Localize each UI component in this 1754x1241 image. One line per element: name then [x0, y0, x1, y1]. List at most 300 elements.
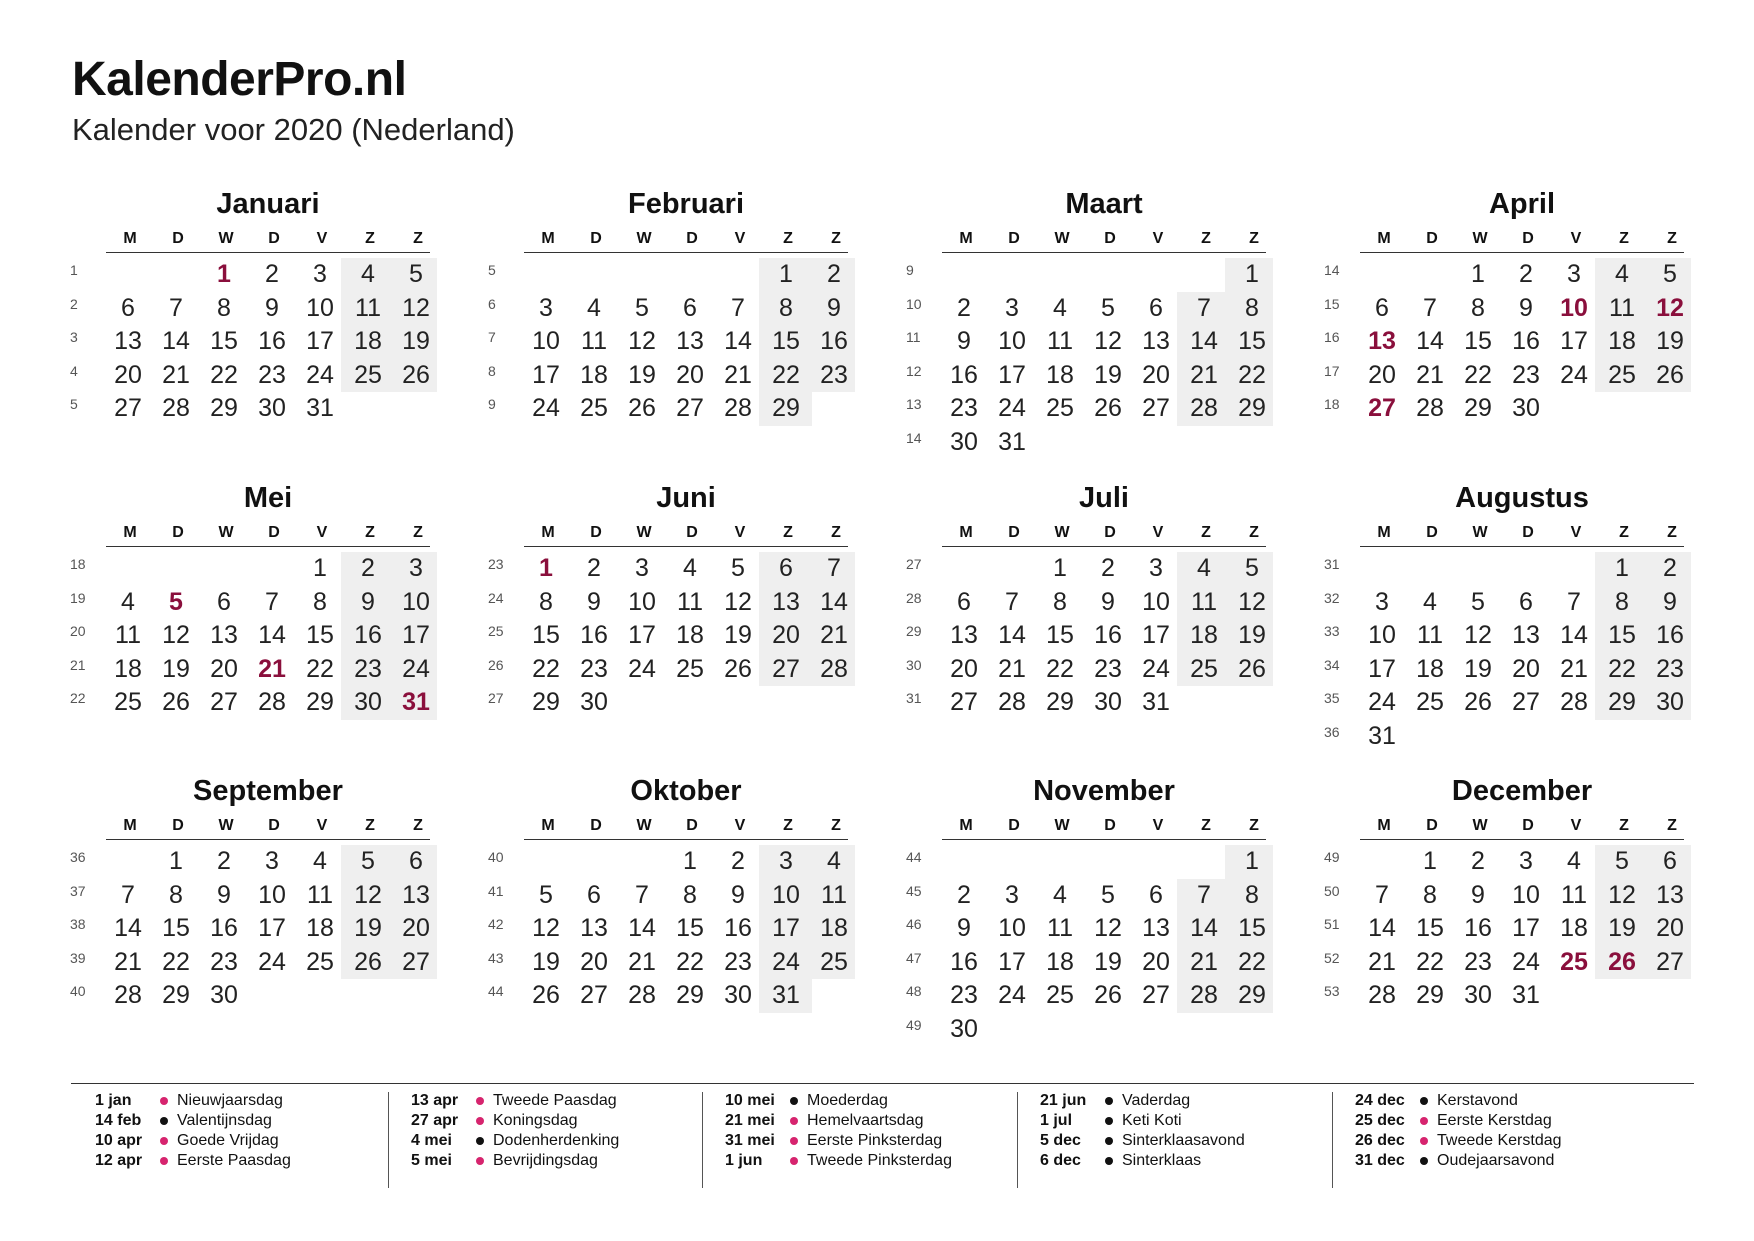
weekday-header: Z	[413, 817, 423, 834]
day-cell: 3	[539, 293, 553, 322]
day-cell: 23	[1464, 947, 1492, 976]
holiday-dot-icon	[476, 1117, 484, 1125]
day-cell: 21	[1190, 947, 1218, 976]
day-cell: 25	[676, 654, 704, 683]
month-name: Juni	[656, 482, 716, 514]
week-number: 25	[488, 623, 504, 640]
day-cell: 14	[998, 621, 1026, 650]
weekday-header: D	[1426, 230, 1438, 247]
day-cell: 2	[1101, 554, 1115, 582]
day-cell: 4	[1053, 880, 1067, 909]
day-cell: 4	[1615, 260, 1629, 288]
day-cell: 7	[1375, 880, 1389, 909]
week-number: 17	[1324, 362, 1340, 379]
weekday-header: Z	[365, 817, 375, 834]
legend-label: Koningsdag	[493, 1112, 578, 1129]
week-number: 27	[906, 556, 922, 572]
week-number: 38	[70, 916, 86, 933]
day-cell: 3	[1375, 587, 1389, 616]
day-cell: 5	[409, 260, 423, 288]
day-cell: 28	[1190, 394, 1218, 423]
day-cell: 2	[957, 880, 971, 909]
day-cell: 29	[1416, 981, 1444, 1010]
day-cell: 22	[1046, 654, 1074, 683]
day-cell: 26	[1094, 394, 1122, 423]
day-cell: 10	[1368, 621, 1396, 650]
legend-label: Dodenherdenking	[493, 1132, 620, 1149]
weekday-header: W	[1472, 524, 1488, 541]
day-cell: 2	[1663, 554, 1677, 582]
week-number: 18	[70, 556, 86, 572]
weekday-header: Z	[783, 524, 793, 541]
day-cell: 10	[1512, 880, 1540, 909]
day-cell: 12	[1094, 327, 1122, 356]
day-cell: 6	[587, 880, 601, 909]
weekday-header: D	[172, 230, 184, 247]
week-number: 13	[906, 396, 922, 413]
day-cell: 18	[1608, 327, 1636, 356]
day-cell: 22	[676, 947, 704, 976]
day-cell: 10	[306, 293, 334, 322]
legend-label: Nieuwjaarsdag	[177, 1092, 283, 1109]
day-cell: 25	[580, 394, 608, 423]
day-cell: 16	[580, 621, 608, 650]
day-cell: 15	[532, 621, 560, 650]
day-cell: 28	[1560, 688, 1588, 717]
day-cell: 9	[1519, 293, 1533, 322]
day-cell: 24	[998, 981, 1026, 1010]
weekday-header: Z	[783, 817, 793, 834]
day-cell: 16	[210, 914, 238, 943]
weekday-header: V	[1152, 524, 1164, 541]
day-cell: 10	[532, 327, 560, 356]
legend-label: Vaderdag	[1122, 1092, 1191, 1109]
day-cell: 25	[1416, 688, 1444, 717]
legend-date: 21 mei	[725, 1112, 775, 1129]
week-number: 46	[906, 916, 922, 933]
week-number: 22	[70, 690, 86, 707]
weekday-header-row	[1360, 817, 1684, 840]
day-cell: 17	[258, 914, 286, 943]
weekday-header: Z	[1667, 524, 1677, 541]
legend-date: 31 dec	[1355, 1152, 1405, 1169]
holiday-dot-icon	[790, 1157, 798, 1165]
day-cell: 27	[1512, 688, 1540, 717]
day-cell: 1	[1053, 554, 1067, 582]
day-cell: 15	[772, 327, 800, 356]
day-cell: 19	[1094, 360, 1122, 389]
day-cell: 28	[1190, 981, 1218, 1010]
day-cell: 18	[1046, 947, 1074, 976]
week-number: 15	[1324, 295, 1340, 312]
day-cell: 4	[1053, 293, 1067, 322]
week-number: 45	[906, 882, 922, 899]
month-name: April	[1488, 188, 1556, 220]
legend-date: 1 jul	[1040, 1112, 1073, 1129]
day-cell: 14	[1190, 914, 1218, 943]
day-cell: 2	[957, 293, 971, 322]
day-cell: 13	[114, 327, 142, 356]
day-cell: 10	[998, 327, 1026, 356]
day-cell: 13	[210, 621, 238, 650]
weekday-header: V	[1152, 230, 1164, 247]
day-cell: 1	[169, 847, 183, 875]
day-cell: 11	[1047, 327, 1073, 356]
day-cell: 20	[1656, 914, 1684, 943]
day-cell: 2	[827, 260, 841, 288]
month-name: Oktober	[630, 775, 742, 807]
day-cell: 20	[1142, 360, 1170, 389]
weekday-header: D	[686, 817, 698, 834]
day-cell: 13	[950, 621, 978, 650]
day-cell: 22	[1416, 947, 1444, 976]
day-cell: 20	[1512, 654, 1540, 683]
day-cell: 16	[1464, 914, 1492, 943]
day-cell-holiday: 12	[1656, 293, 1684, 322]
weekday-header: M	[123, 817, 137, 834]
week-number: 26	[488, 656, 504, 673]
day-cell: 30	[258, 394, 286, 423]
day-cell: 17	[306, 327, 334, 356]
day-cell: 29	[532, 688, 560, 717]
week-number: 34	[1324, 656, 1340, 673]
week-number: 36	[1324, 724, 1340, 740]
day-cell: 25	[820, 947, 848, 976]
legend-date: 1 jan	[95, 1092, 132, 1109]
day-cell: 24	[772, 947, 800, 976]
day-cell: 27	[210, 688, 238, 717]
weekday-header: W	[1472, 230, 1488, 247]
weekday-header: Z	[783, 230, 793, 247]
legend-column	[1332, 1092, 1562, 1188]
day-cell: 30	[210, 981, 238, 1010]
day-cell: 7	[635, 880, 649, 909]
day-cell: 26	[724, 654, 752, 683]
weekday-header: V	[316, 817, 328, 834]
legend-divider	[71, 1083, 1694, 1084]
day-cell: 20	[676, 360, 704, 389]
day-cell: 9	[1101, 587, 1115, 616]
month-name: December	[1451, 775, 1593, 807]
legend-label: Bevrijdingsdag	[493, 1152, 598, 1169]
legend-column	[388, 1092, 620, 1188]
week-number: 4	[70, 362, 78, 379]
day-cell: 29	[1464, 394, 1492, 423]
day-cell: 2	[1519, 260, 1533, 288]
day-cell: 14	[162, 327, 190, 356]
day-cell: 21	[724, 360, 752, 389]
week-number: 2	[70, 295, 78, 312]
weekday-header: Z	[413, 230, 423, 247]
weekday-header: V	[316, 524, 328, 541]
week-number: 10	[906, 295, 922, 312]
day-cell: 26	[354, 947, 382, 976]
day-cell: 21	[1416, 360, 1444, 389]
weekday-header: M	[541, 230, 555, 247]
weekday-header: V	[734, 817, 746, 834]
day-cell: 1	[1615, 554, 1629, 582]
day-cell: 23	[258, 360, 286, 389]
day-cell: 4	[683, 554, 697, 582]
day-cell: 27	[950, 688, 978, 717]
day-cell: 6	[217, 587, 231, 616]
day-cell-holiday: 13	[1368, 327, 1396, 356]
day-cell: 16	[1512, 327, 1540, 356]
day-cell: 6	[957, 587, 971, 616]
holiday-dot-icon	[476, 1097, 484, 1105]
day-cell: 12	[354, 880, 382, 909]
weekday-header: Z	[1619, 817, 1629, 834]
day-cell: 29	[210, 394, 238, 423]
day-cell: 15	[306, 621, 334, 650]
observance-dot-icon	[1105, 1137, 1113, 1145]
day-cell: 30	[580, 688, 608, 717]
day-cell: 4	[587, 293, 601, 322]
day-cell: 30	[1464, 981, 1492, 1010]
day-cell: 18	[580, 360, 608, 389]
week-number: 14	[1324, 262, 1340, 278]
month-name: Juli	[1079, 482, 1129, 514]
week-number: 32	[1324, 589, 1340, 606]
day-cell: 8	[1471, 293, 1485, 322]
weekday-header: Z	[365, 230, 375, 247]
day-cell: 4	[827, 847, 841, 875]
day-cell: 26	[532, 981, 560, 1010]
weekday-header: W	[218, 817, 234, 834]
day-cell: 24	[258, 947, 286, 976]
legend-label: Tweede Pinksterdag	[807, 1152, 952, 1169]
observance-dot-icon	[790, 1097, 798, 1105]
day-cell: 17	[402, 621, 430, 650]
legend-date: 14 feb	[95, 1112, 142, 1129]
day-cell: 26	[1094, 981, 1122, 1010]
weekday-header: M	[123, 230, 137, 247]
day-cell: 15	[1608, 621, 1636, 650]
weekday-header: Z	[365, 524, 375, 541]
day-cell: 26	[1238, 654, 1266, 683]
weekday-header: W	[1472, 817, 1488, 834]
weekday-header: V	[1570, 230, 1582, 247]
day-cell: 13	[676, 327, 704, 356]
day-cell: 27	[1142, 394, 1170, 423]
day-cell: 2	[1471, 847, 1485, 875]
week-number: 9	[906, 262, 914, 278]
legend-label: Keti Koti	[1122, 1112, 1182, 1129]
day-cell: 8	[683, 880, 697, 909]
day-cell: 20	[402, 914, 430, 943]
weekday-header: V	[1152, 817, 1164, 834]
day-cell: 16	[724, 914, 752, 943]
day-cell: 12	[724, 587, 752, 616]
day-cell: 11	[115, 621, 141, 650]
week-number: 53	[1324, 983, 1340, 1000]
day-cell: 27	[1656, 947, 1684, 976]
week-number: 42	[488, 916, 504, 933]
day-cell: 9	[217, 880, 231, 909]
week-number: 11	[906, 329, 921, 346]
day-cell: 27	[114, 394, 142, 423]
week-number: 39	[70, 949, 86, 966]
day-cell: 8	[539, 587, 553, 616]
holiday-dot-icon	[1420, 1117, 1428, 1125]
weekday-header-row	[942, 817, 1266, 840]
week-number: 35	[1324, 690, 1340, 707]
day-cell-holiday: 21	[258, 654, 286, 683]
month-name: Februari	[627, 188, 745, 220]
day-cell: 17	[772, 914, 800, 943]
day-cell: 19	[162, 654, 190, 683]
day-cell: 3	[1005, 880, 1019, 909]
weekday-header: D	[1104, 524, 1116, 541]
day-cell: 15	[1238, 327, 1266, 356]
day-cell: 19	[628, 360, 656, 389]
weekday-header: W	[218, 230, 234, 247]
day-cell-holiday: 1	[539, 554, 553, 582]
month-name: Augustus	[1455, 482, 1589, 514]
day-cell: 11	[355, 293, 381, 322]
day-cell: 14	[1416, 327, 1444, 356]
legend-date: 5 dec	[1040, 1132, 1081, 1149]
day-cell: 22	[1238, 947, 1266, 976]
weekday-header: W	[218, 524, 234, 541]
day-cell: 16	[950, 947, 978, 976]
day-cell: 20	[210, 654, 238, 683]
legend-label: Eerste Pinksterdag	[807, 1132, 943, 1149]
weekday-header: V	[1570, 524, 1582, 541]
day-cell: 22	[532, 654, 560, 683]
legend-label: Hemelvaartsdag	[807, 1112, 924, 1129]
day-cell: 9	[361, 587, 375, 616]
day-cell: 17	[628, 621, 656, 650]
day-cell: 29	[1046, 688, 1074, 717]
weekday-header: D	[1522, 230, 1534, 247]
legend-date: 10 mei	[725, 1092, 775, 1109]
day-cell: 8	[1245, 880, 1259, 909]
day-cell: 9	[587, 587, 601, 616]
week-number: 49	[1324, 849, 1340, 865]
day-cell: 12	[1608, 880, 1636, 909]
day-cell: 17	[1512, 914, 1540, 943]
day-cell: 12	[1094, 914, 1122, 943]
weekday-header: M	[1377, 817, 1391, 834]
day-cell: 18	[1560, 914, 1588, 943]
legend-label: Goede Vrijdag	[177, 1132, 279, 1149]
day-cell: 14	[820, 587, 848, 616]
weekday-header-row	[524, 817, 848, 840]
day-cell: 22	[210, 360, 238, 389]
weekday-header: V	[1570, 817, 1582, 834]
day-cell: 2	[731, 847, 745, 875]
day-cell: 19	[1238, 621, 1266, 650]
day-cell: 28	[1416, 394, 1444, 423]
brand-title: KalenderPro.nl	[72, 53, 407, 106]
day-cell: 14	[628, 914, 656, 943]
day-cell: 26	[162, 688, 190, 717]
day-cell: 9	[827, 293, 841, 322]
week-number: 51	[1324, 916, 1340, 933]
day-cell: 25	[1608, 360, 1636, 389]
day-cell: 31	[1512, 981, 1540, 1010]
weekday-header: M	[1377, 230, 1391, 247]
day-cell: 22	[162, 947, 190, 976]
day-cell: 24	[1142, 654, 1170, 683]
weekday-header-row	[106, 524, 430, 547]
weekday-header: M	[123, 524, 137, 541]
day-cell: 8	[1053, 587, 1067, 616]
legend-date: 13 apr	[411, 1092, 459, 1109]
weekday-header: Z	[831, 817, 841, 834]
weekday-header-row	[942, 524, 1266, 547]
day-cell-holiday: 5	[169, 587, 183, 616]
legend-label: Eerste Paasdag	[177, 1152, 291, 1169]
legend-label: Tweede Paasdag	[493, 1092, 617, 1109]
weekday-header-row	[106, 817, 430, 840]
day-cell: 21	[114, 947, 142, 976]
day-cell: 25	[1190, 654, 1218, 683]
day-cell: 31	[772, 981, 800, 1010]
legend-label: Oudejaarsavond	[1437, 1152, 1555, 1169]
weekday-header: V	[734, 524, 746, 541]
weekday-header: V	[316, 230, 328, 247]
week-number: 7	[488, 329, 496, 346]
day-cell: 24	[1368, 688, 1396, 717]
day-cell: 17	[1368, 654, 1396, 683]
day-cell: 30	[1512, 394, 1540, 423]
legend-date: 5 mei	[411, 1152, 452, 1169]
month-name: November	[1033, 775, 1175, 807]
legend-date: 12 apr	[95, 1152, 143, 1169]
day-cell: 15	[676, 914, 704, 943]
day-cell: 17	[532, 360, 560, 389]
legend-label: Sinterklaasavond	[1122, 1132, 1245, 1149]
day-cell: 28	[628, 981, 656, 1010]
day-cell: 22	[772, 360, 800, 389]
day-cell: 3	[1519, 847, 1533, 875]
day-cell: 24	[1512, 947, 1540, 976]
day-cell: 7	[827, 554, 841, 582]
week-number: 44	[906, 849, 922, 865]
day-cell: 7	[731, 293, 745, 322]
day-cell: 5	[635, 293, 649, 322]
holiday-dot-icon	[790, 1137, 798, 1145]
legend-label: Valentijnsdag	[177, 1112, 272, 1129]
legend-label: Kerstavond	[1437, 1092, 1518, 1109]
day-cell: 17	[998, 947, 1026, 976]
day-cell: 25	[306, 947, 334, 976]
day-cell: 3	[313, 260, 327, 288]
day-cell: 22	[1464, 360, 1492, 389]
day-cell: 18	[306, 914, 334, 943]
day-cell: 5	[1101, 293, 1115, 322]
day-cell: 9	[957, 327, 971, 356]
week-number: 23	[488, 556, 504, 572]
day-cell: 7	[265, 587, 279, 616]
day-cell: 29	[1238, 394, 1266, 423]
day-cell: 20	[580, 947, 608, 976]
day-cell: 29	[772, 394, 800, 423]
observance-dot-icon	[1105, 1117, 1113, 1125]
week-number: 30	[906, 656, 922, 673]
day-cell: 1	[1471, 260, 1485, 288]
day-cell: 7	[1197, 293, 1211, 322]
observance-dot-icon	[1420, 1157, 1428, 1165]
day-cell: 23	[724, 947, 752, 976]
holiday-dot-icon	[160, 1137, 168, 1145]
day-cell: 22	[1608, 654, 1636, 683]
weekday-header: Z	[1667, 817, 1677, 834]
weekday-header: D	[268, 524, 280, 541]
month-name: September	[193, 775, 343, 807]
